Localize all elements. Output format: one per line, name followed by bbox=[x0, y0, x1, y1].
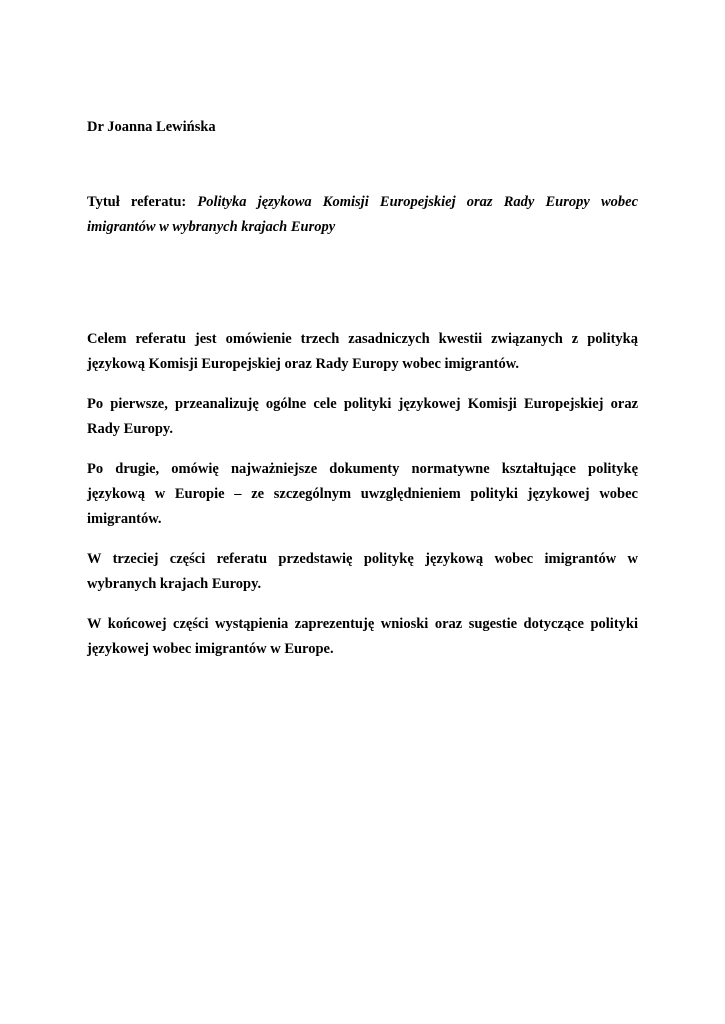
author-name: Dr Joanna Lewińska bbox=[87, 119, 216, 135]
paragraph-intro: Celem referatu jest omówienie trzech zasadniczych kwestii związanych z polityką językową Komisji Europejskiej oraz Rady Europy wobec imigrantów. bbox=[87, 331, 638, 372]
paper-title-block bbox=[87, 190, 638, 240]
paragraph-conclusion: W końcowej części wystąpienia zaprezentuję wnioski oraz sugestie dotyczące polityki językowej wobec imigrantów w Europe. bbox=[87, 616, 638, 657]
paragraph-third-point: W trzeciej części referatu przedstawię politykę językową wobec imigrantów w wybranych krajach Europy. bbox=[87, 551, 638, 592]
paper-title: Polityka językowa Komisji Europejskiej oraz Rady Europy wobec imigrantów w wybranych krajach Europy bbox=[87, 194, 639, 235]
paragraph-first-point: Po pierwsze, przeanalizuję ogólne cele polityki językowej Komisji Europejskiej oraz Rady Europy. bbox=[87, 396, 638, 437]
paragraph-second-point: Po drugie, omówię najważniejsze dokumenty normatywne kształtujące politykę językową w Europie – ze szczególnym uwzględnieniem polityki językowej wobec imigrantów. bbox=[87, 461, 638, 527]
abstract-body bbox=[87, 327, 638, 677]
title-label: Tytuł referatu: bbox=[87, 194, 187, 210]
